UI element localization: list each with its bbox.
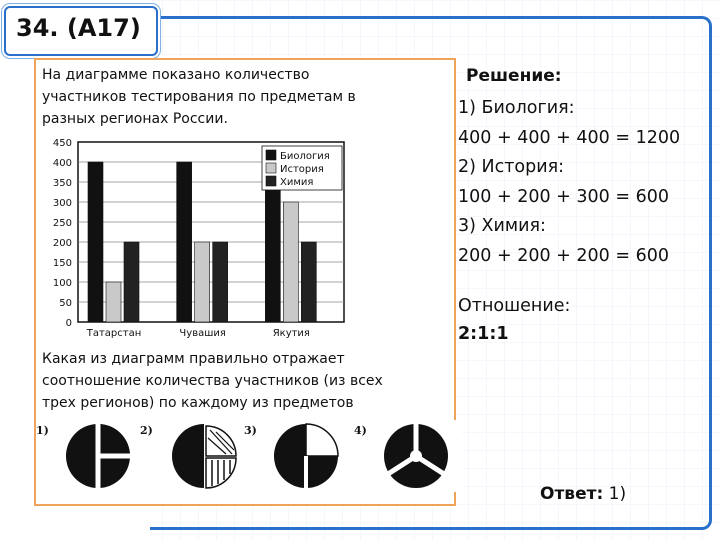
option-number-4: 4) xyxy=(354,424,367,437)
legend-label: История xyxy=(280,164,324,175)
y-tick-label: 50 xyxy=(59,298,72,309)
question-prompt-line: соотношение количества участников (из всех xyxy=(42,373,383,389)
answer xyxy=(540,484,626,504)
solution-line: 200 + 200 + 200 = 600 xyxy=(458,245,669,266)
solution-line: 100 + 200 + 300 = 600 xyxy=(458,186,669,207)
bar-История xyxy=(283,202,298,322)
question-intro-line: разных регионах России. xyxy=(42,111,228,127)
legend-label: Химия xyxy=(280,177,314,188)
bar-Биология xyxy=(177,162,192,322)
solution-line: 1) Биология: xyxy=(458,98,575,118)
y-tick-label: 100 xyxy=(52,278,72,289)
option-number-2: 2) xyxy=(140,424,153,437)
y-tick-label: 200 xyxy=(52,238,72,249)
y-tick-label: 150 xyxy=(52,258,72,269)
y-tick-label: 0 xyxy=(65,318,72,329)
bar-Химия xyxy=(213,242,228,322)
option-number-3: 3) xyxy=(244,424,257,437)
y-tick-label: 450 xyxy=(52,138,72,149)
option-4-diagram[interactable] xyxy=(372,420,462,492)
ratio-value: 2:1:1 xyxy=(458,324,509,344)
y-tick-label: 400 xyxy=(52,158,72,169)
solution-line: 2) История: xyxy=(458,157,565,177)
bar-Биология xyxy=(88,162,103,322)
pie-chart-icon xyxy=(372,420,462,492)
option-2-diagram[interactable] xyxy=(160,420,250,492)
y-tick-label: 350 xyxy=(52,178,72,189)
option-number-1: 1) xyxy=(36,424,49,437)
y-tick-label: 300 xyxy=(52,198,72,209)
legend-label: Биология xyxy=(280,151,330,162)
y-tick-label: 250 xyxy=(52,218,72,229)
solution-steps xyxy=(458,94,680,271)
question-intro-line: На диаграмме показано количество xyxy=(42,67,310,83)
pie-chart-icon xyxy=(160,420,250,492)
legend-swatch xyxy=(266,163,276,173)
pie-chart-icon xyxy=(54,420,144,492)
question-prompt xyxy=(42,348,383,414)
solution-title: Решение: xyxy=(466,66,562,86)
bar-Химия xyxy=(124,242,139,322)
question-intro xyxy=(42,64,356,130)
x-tick-label: Чувашия xyxy=(179,328,226,339)
answer-label: Ответ: xyxy=(540,484,604,504)
slide-title: 34. (А17) xyxy=(16,14,141,42)
answer-value: 1) xyxy=(608,484,627,504)
legend-swatch xyxy=(266,176,276,186)
option-3-diagram[interactable] xyxy=(262,420,352,492)
solution-line: 3) Химия: xyxy=(458,216,546,236)
option-1-diagram[interactable] xyxy=(54,420,144,492)
bar-История xyxy=(195,242,210,322)
ratio-label: Отношение: xyxy=(458,296,571,316)
question-prompt-line: трех регионов) по каждому из предметов xyxy=(42,395,354,411)
bar-Химия xyxy=(301,242,316,322)
bar-История xyxy=(106,282,121,322)
x-tick-label: Татарстан xyxy=(86,328,142,339)
solution-line: 400 + 400 + 400 = 1200 xyxy=(458,127,681,148)
pie-chart-icon xyxy=(262,420,352,492)
x-tick-label: Якутия xyxy=(272,328,310,339)
legend-swatch xyxy=(266,150,276,160)
bar-chart xyxy=(38,138,350,344)
question-intro-line: участников тестирования по предметам в xyxy=(42,89,356,105)
question-prompt-line: Какая из диаграмм правильно отражает xyxy=(42,351,345,367)
slide-title-badge xyxy=(4,6,158,56)
